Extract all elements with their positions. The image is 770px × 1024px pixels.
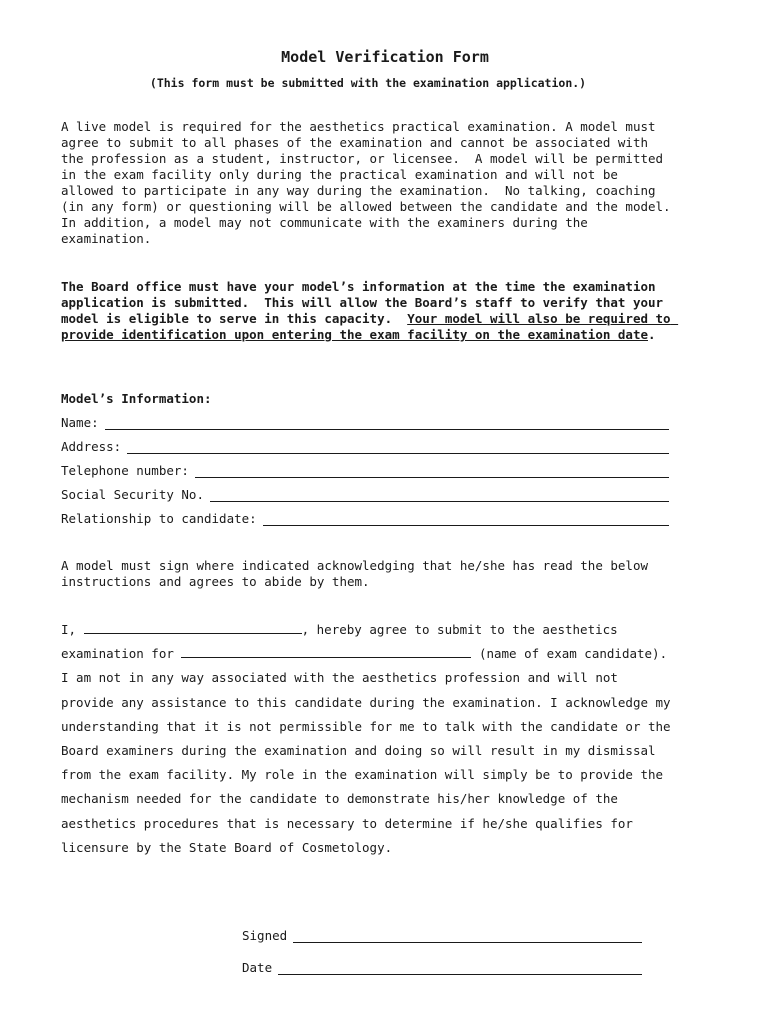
signed-label: Signed [242,928,288,943]
name-line[interactable] [105,417,669,430]
board-notice-end: . [648,327,656,342]
ssn-line[interactable] [210,489,669,502]
relationship-field[interactable] [61,511,669,526]
info-heading: Model’s Information: [61,391,212,406]
telephone-line[interactable] [195,465,669,478]
date-field[interactable] [242,960,642,975]
page-title: Model Verification Form [281,48,489,66]
page-subtitle: (This form must be submitted with the examination application.) [149,76,587,90]
address-line[interactable] [127,441,669,454]
date-line[interactable] [278,962,642,975]
ssn-label: Social Security No. [61,487,204,502]
date-label: Date [242,960,273,975]
candidate-name-blank[interactable] [181,645,471,658]
name-label: Name: [61,415,99,430]
board-notice-text: The Board office must have your model’s information at the time the examination application is submitted. This will allow the Board’s staff to verify that your model is eligible to serve in this capacity. [61,279,671,326]
sign-instruction: A model must sign where indicated acknowledging that he/she has read the below instructions and agrees to abide by them. [61,558,656,589]
address-label: Address: [61,439,122,454]
signature-line[interactable] [293,930,642,943]
board-notice-underlined: Your model will also be required to provide identification upon entering the exam facility on the examination date [61,311,679,342]
model-name-blank[interactable] [84,621,302,634]
address-field[interactable] [61,439,669,454]
agreement-text-2: , hereby agree to submit to the aesthetics examination for [61,622,618,662]
telephone-label: Telephone number: [61,463,189,478]
agreement-text-3: (name of exam candidate). I am not in any way associated with the aesthetics profession and will not provide any assistance to this candidate during the examination. I acknowledge my understanding that it is not permissible for me to talk with the candidate or the Board examiners during the examination and doing so will result in my dismissal from the exam facility. My role in the examination will simply be to provide the mechanism needed for the candidate to demonstrate his/her knowledge of the aesthetics procedures that is necessary to determine if he/she qualifies for licensure by the State Board of Cosmetology. [61,646,671,855]
relationship-line[interactable] [263,513,669,526]
agreement-text-1: I, [61,622,77,637]
agreement-paragraph [61,618,676,860]
signed-field[interactable] [242,928,642,943]
relationship-label: Relationship to candidate: [61,511,257,526]
ssn-field[interactable] [61,487,669,502]
intro-paragraph: A live model is required for the aesthetics practical examination. A model must agree to submit to all phases of the examination and cannot be associated with the profession as a student, instructor, or licensee. A model will be permitted in the exam facility only during the practical examination and will not be allowed to participate in any way during the examination. No talking, coaching (in any form) or questioning will be allowed between the candidate and the model. In addition, a model may not communicate with the examiners during the examination. [61,119,686,246]
board-notice [61,279,679,343]
name-field[interactable] [61,415,669,430]
telephone-field[interactable] [61,463,669,478]
